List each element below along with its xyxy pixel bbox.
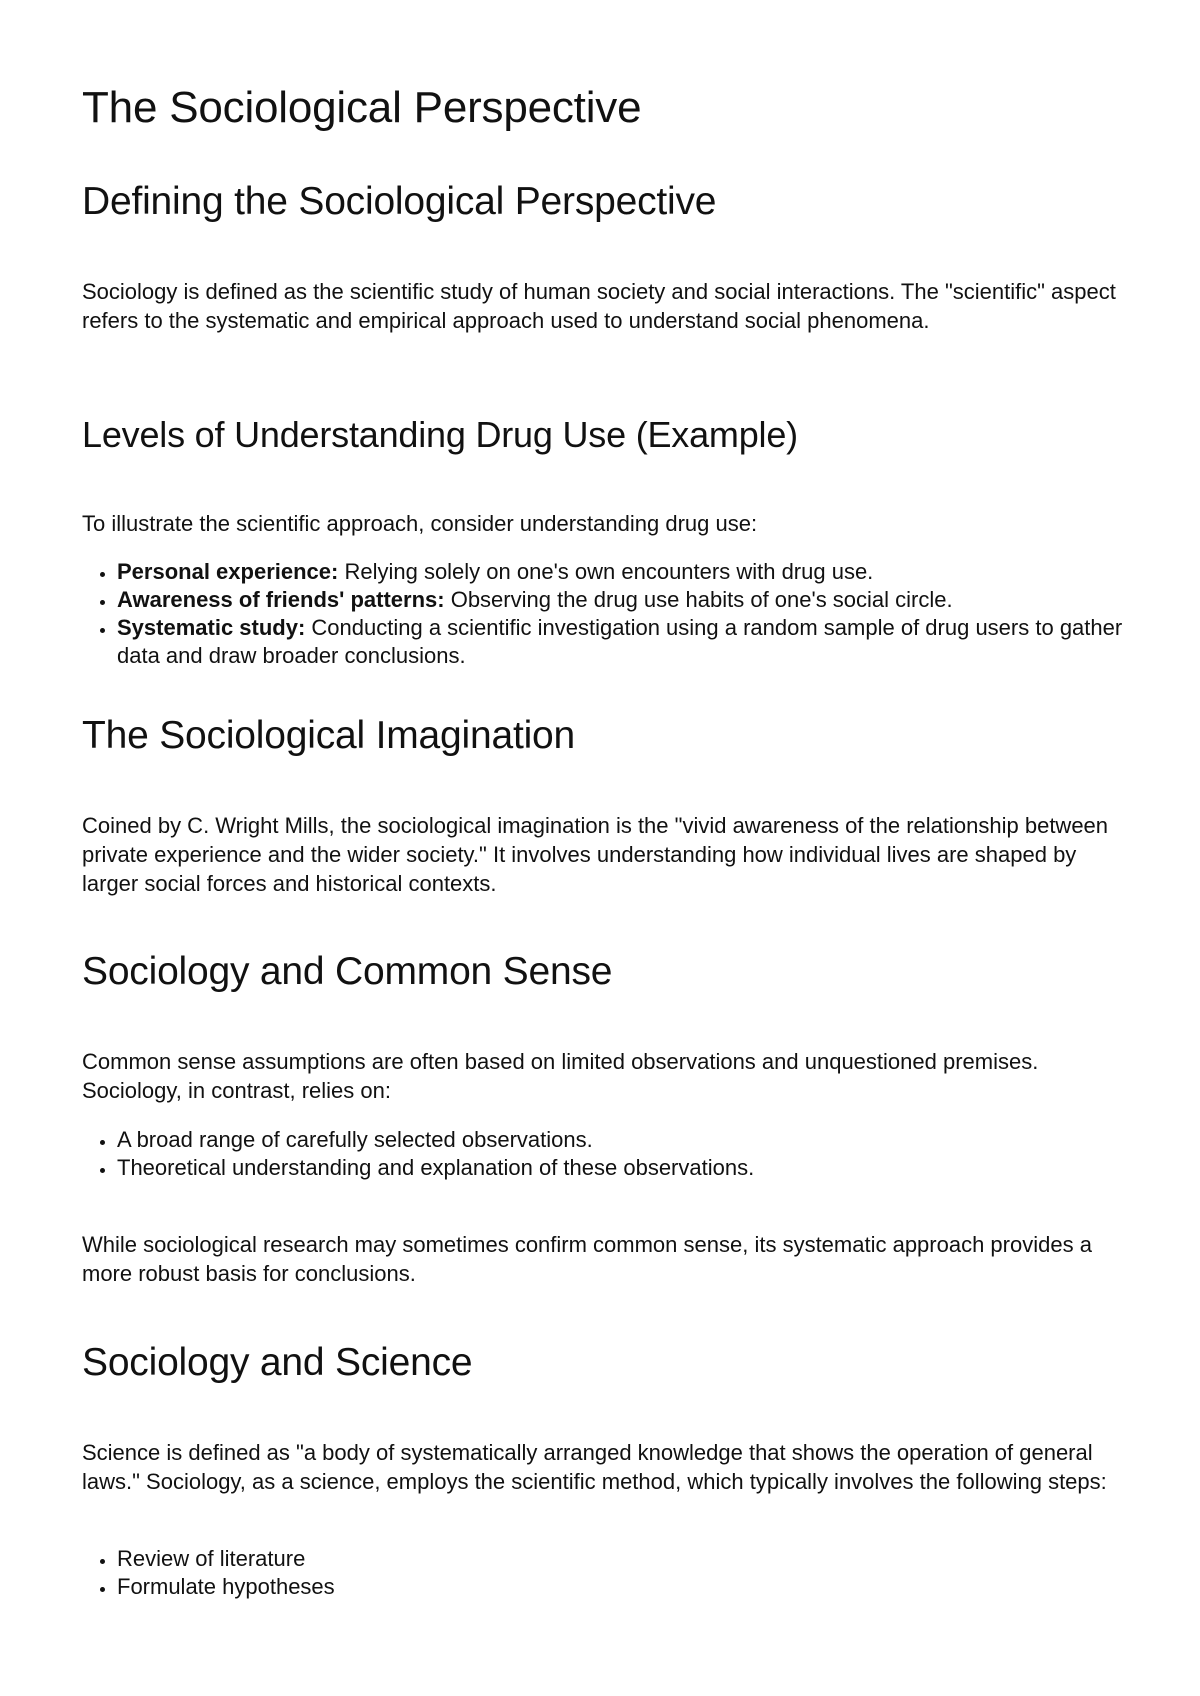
section-heading-drug-use: Levels of Understanding Drug Use (Example) [82,414,798,455]
science-steps-list [82,1545,1157,1601]
section-paragraph-common-sense-conclusion: While sociological research may sometimes confirm common sense, its systematic approach provides a more robust basis for conclusions. [82,1232,1092,1286]
list-item-term: Awareness of friends' patterns: [117,587,445,612]
list-item: • Review of literature [117,1545,1157,1573]
section-paragraph-common-sense: Common sense assumptions are often based on limited observations and unquestioned premises. Sociology, in contrast, relies on: [82,1049,1039,1103]
section-paragraph-science: Science is defined as "a body of systematically arranged knowledge that shows the operation of general laws." Sociology, as a science, employs the scientific method, which typically involves the following steps: [82,1440,1107,1494]
section-heading-science: Sociology and Science [82,1341,473,1384]
list-item-term: Personal experience: [117,559,339,584]
list-item: • Formulate hypotheses [117,1573,1157,1601]
section-heading-defining: Defining the Sociological Perspective [82,180,717,223]
list-item-text: Relying solely on one's own encounters with drug use. [338,559,874,584]
list-item: • Theoretical understanding and explanation of these observations. [117,1154,1157,1182]
document-title: The Sociological Perspective [82,83,642,132]
section-paragraph-drug-use: To illustrate the scientific approach, consider understanding drug use: [82,511,758,536]
list-item [117,558,1157,586]
section-paragraph-imagination: Coined by C. Wright Mills, the sociological imagination is the "vivid awareness of the relationship between private experience and the wider society." It involves understanding how individual lives are shaped by larger social forces and historical contexts. [82,813,1109,896]
common-sense-list [82,1126,1157,1182]
list-item [117,586,1157,614]
list-item [117,614,1157,670]
list-item-text: Conducting a scientific investigation using a random sample of drug users to gather data and draw broader conclusions. [117,615,1123,668]
list-item: • A broad range of carefully selected observations. [117,1126,1157,1154]
list-item-term: Systematic study: [117,615,306,640]
section-heading-imagination: The Sociological Imagination [82,714,576,757]
section-paragraph-defining: Sociology is defined as the scientific study of human society and social interactions. The "scientific" aspect refers to the systematic and empirical approach used to understand social phenomena. [82,279,1116,333]
list-item-text: Observing the drug use habits of one's social circle. [444,587,953,612]
section-heading-common-sense: Sociology and Common Sense [82,950,613,993]
drug-use-list [82,558,1157,670]
